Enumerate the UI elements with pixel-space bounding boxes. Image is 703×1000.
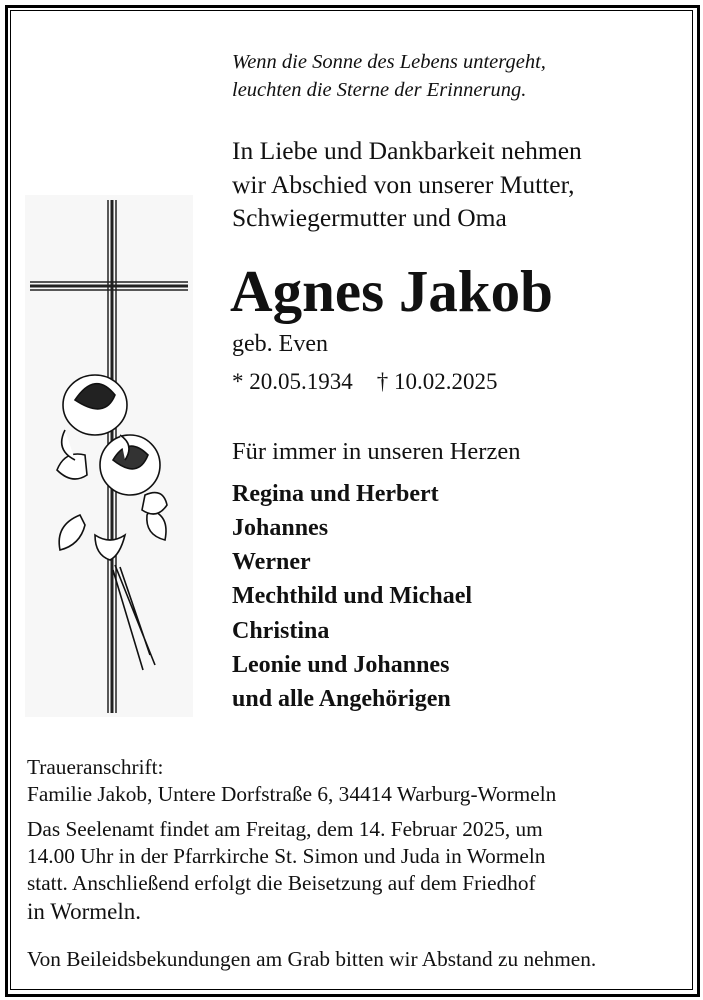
address-line: Familie Jakob, Untere Dorfstraße 6, 34414 Warburg-Wormeln [27,782,557,806]
closing-line: Für immer in unseren Herzen [232,438,521,465]
mourner: Mechthild und Michael [232,583,473,609]
motto-line: Wenn die Sonne des Lebens untergeht, [232,51,546,73]
service-line: statt. Anschließend erfolgt die Beisetzung auf dem Friedhof [27,871,536,895]
motto-line: leuchten die Sterne der Erinnerung. [232,79,527,101]
birth-date: * 20.05.1934 [232,369,353,394]
mourner: Leonie und Johannes [232,652,450,678]
mourner: Christina [232,618,330,644]
intro-line: Schwiegermutter und Oma [232,203,507,232]
death-date: † 10.02.2025 [376,369,498,394]
cross-with-roses-image [25,195,193,717]
deceased-name: Agnes Jakob [230,258,553,324]
service-line: in Wormeln. [27,899,141,924]
mourner: Johannes [232,515,329,541]
service-line: 14.00 Uhr in der Pfarrkirche St. Simon und Juda in Wormeln [27,844,546,868]
mourner: Werner [232,549,311,575]
condolence-note: Von Beileidsbekundungen am Grab bitten wir Abstand zu nehmen. [27,947,597,971]
life-dates [232,370,498,393]
address-label: Traueranschrift: [27,755,164,779]
mourner: Regina und Herbert [232,481,439,507]
birth-name: geb. Even [232,331,328,357]
mourner: und alle Angehörigen [232,686,451,712]
intro-line: In Liebe und Dankbarkeit nehmen [232,136,582,165]
intro-line: wir Abschied von unserer Mutter, [232,170,575,199]
service-line: Das Seelenamt findet am Freitag, dem 14. Februar 2025, um [27,817,543,841]
